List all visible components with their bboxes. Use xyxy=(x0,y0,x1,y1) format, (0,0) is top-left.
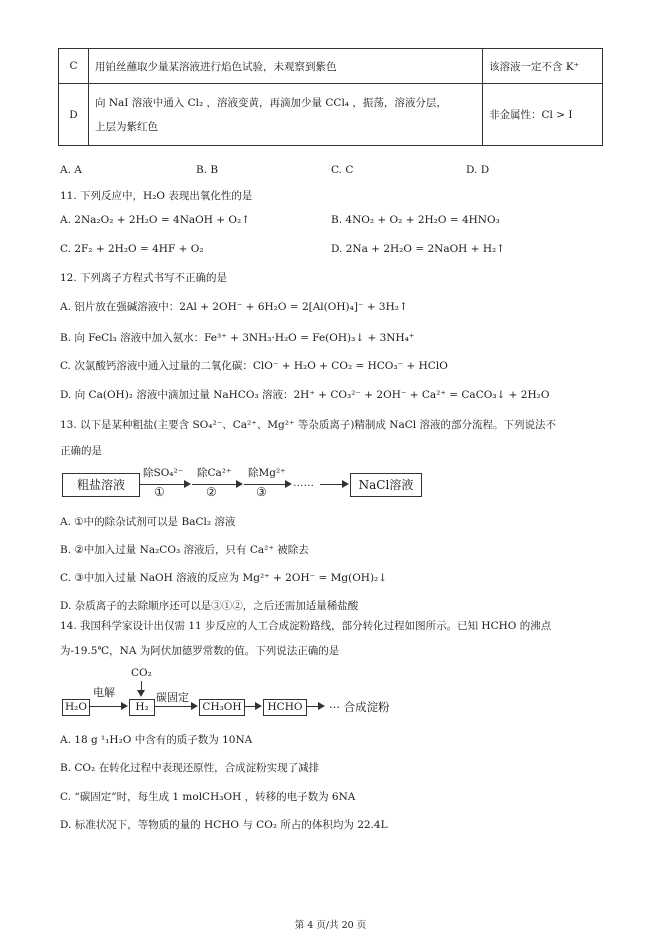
flow-step1-number: ① xyxy=(154,485,165,499)
row-letter: D xyxy=(59,84,89,146)
q13-option-a: A. ①中的除杂试剂可以是 BaCl₂ 溶液 xyxy=(60,516,236,528)
row-conclusion: 该溶液一定不含 K⁺ xyxy=(483,49,603,84)
flow-label-co2: CO₂ xyxy=(131,667,152,679)
q14-stem-line1: 14. 我国科学家设计出仅需 11 步反应的人工合成淀粉路线，部分转化过程如图所示。已知 HCHO 的沸点 xyxy=(60,620,552,632)
row-content-line: 用铂丝蘸取少量某溶液进行焰色试验，未观察到紫色 xyxy=(95,60,337,73)
q14-option-c: C. “碳固定”时，每生成 1 molCH₃OH ，转移的电子数为 6NA xyxy=(60,791,356,803)
q10-option-c: C. C xyxy=(331,164,354,176)
options-table xyxy=(58,48,603,146)
q13-stem-line1: 13. 以下是某种粗盐(主要含 SO₄²⁻、Ca²⁺、Mg²⁺ 等杂质离子)精制成 NaCl 溶液的部分流程。下列说法不 xyxy=(60,419,556,431)
row-letter: C xyxy=(59,49,89,84)
flow-box-ch3oh: CH₃OH xyxy=(199,699,245,716)
q12-stem: 12. 下列离子方程式书写不正确的是 xyxy=(60,272,228,284)
q11-option-a: A. 2Na₂O₂ + 2H₂O = 4NaOH + O₂↑ xyxy=(60,214,250,226)
row-content-line2: 上层为紫红色 xyxy=(95,120,158,133)
flow-label-carbon-fixation: 碳固定 xyxy=(156,691,189,704)
flow-step1-label: 除SO₄²⁻ xyxy=(143,467,184,479)
flow-step2-number: ② xyxy=(206,485,217,499)
flow-arrowhead-3 xyxy=(255,702,262,710)
flow-start-box: 粗盐溶液 xyxy=(62,473,140,497)
q14-option-a: A. 18 g ¹₁H₂O 中含有的质子数为 10NA xyxy=(60,734,253,746)
flow-arrow-1 xyxy=(89,706,124,707)
q10-option-a: A. A xyxy=(60,164,82,176)
q12-option-d: D. 向 Ca(OH)₂ 溶液中滴加过量 NaHCO₃ 溶液：2H⁺ + CO₃²⁻ + 2OH⁻ + Ca²⁺ = CaCO₃↓ + 2H₂O xyxy=(60,389,550,401)
flow-box-h2: H₂ xyxy=(129,699,155,716)
flow-box-h2o: H₂O xyxy=(62,699,90,716)
page-footer: 第 4 页/共 20 页 xyxy=(294,920,367,931)
flow-arrowhead-1 xyxy=(121,702,128,710)
flow-arrowhead-3 xyxy=(285,480,292,488)
q13-stem-line2: 正确的是 xyxy=(60,445,102,457)
flow-co2-arrowhead xyxy=(137,690,145,697)
row-content xyxy=(89,49,483,84)
table-row-c xyxy=(59,49,603,84)
flow-arrowhead-2 xyxy=(191,702,198,710)
q12-option-b: B. 向 FeCl₃ 溶液中加入氨水：Fe³⁺ + 3NH₃·H₂O = Fe(OH)₃↓ + 3NH₄⁺ xyxy=(60,332,415,344)
q14-stem-line2: 为-19.5℃，NA 为阿伏加德罗常数的值。下列说法正确的是 xyxy=(60,645,340,657)
flow-arrowhead-2 xyxy=(236,480,243,488)
q13-option-c: C. ③中加入过量 NaOH 溶液的反应为 Mg²⁺ + 2OH⁻ = Mg(OH)₂↓ xyxy=(60,572,388,584)
flow-arrowhead-4 xyxy=(342,480,349,488)
flow-box-hcho: HCHO xyxy=(263,699,307,716)
flow-step3-label: 除Mg²⁺ xyxy=(248,467,286,479)
flow-dots: …… xyxy=(293,477,314,489)
flow-step3-number: ③ xyxy=(256,485,267,499)
q10-option-b: B. B xyxy=(196,164,219,176)
flow-end-box: NaCl溶液 xyxy=(350,473,422,497)
row-conclusion: 非金属性：Cl > I xyxy=(483,84,603,146)
q11-option-d: D. 2Na + 2H₂O = 2NaOH + H₂↑ xyxy=(331,243,505,255)
flow-step2-label: 除Ca²⁺ xyxy=(197,467,232,479)
flow-arrow-2 xyxy=(154,706,194,707)
q14-option-d: D. 标准状况下，等物质的量的 HCHO 与 CO₂ 所占的体积均为 22.4L xyxy=(60,819,388,831)
row-content-line: 向 NaI 溶液中通入 Cl₂ ，溶液变黄，再滴加少量 CCl₄ ，振荡，溶液分层， xyxy=(95,96,447,109)
flow-tail-text: ··· 合成淀粉 xyxy=(329,700,390,714)
flow-label-electrolysis: 电解 xyxy=(93,686,115,699)
q11-option-c: C. 2F₂ + 2H₂O = 4HF + O₂ xyxy=(60,243,204,255)
row-content xyxy=(89,84,483,146)
q13-option-b: B. ②中加入过量 Na₂CO₃ 溶液后，只有 Ca²⁺ 被除去 xyxy=(60,544,309,556)
q10-option-d: D. D xyxy=(466,164,490,176)
table-row-d xyxy=(59,84,603,146)
flow-arrowhead-4 xyxy=(318,702,325,710)
q12-option-a: A. 铝片放在强碱溶液中：2Al + 2OH⁻ + 6H₂O = 2[Al(OH)₄]⁻ + 3H₂↑ xyxy=(60,301,408,313)
q14-option-b: B. CO₂ 在转化过程中表现还原性，合成淀粉实现了减排 xyxy=(60,762,320,774)
q11-stem: 11. 下列反应中，H₂O 表现出氧化性的是 xyxy=(60,190,253,202)
flow-arrowhead-1 xyxy=(184,480,191,488)
q12-option-c: C. 次氯酸钙溶液中通入过量的二氧化碳：ClO⁻ + H₂O + CO₂ = HCO₃⁻ + HClO xyxy=(60,360,448,372)
q11-option-b: B. 4NO₂ + O₂ + 2H₂O = 4HNO₃ xyxy=(331,214,500,226)
q13-option-d: D. 杂质离子的去除顺序还可以是③①②，之后还需加适量稀盐酸 xyxy=(60,600,359,612)
